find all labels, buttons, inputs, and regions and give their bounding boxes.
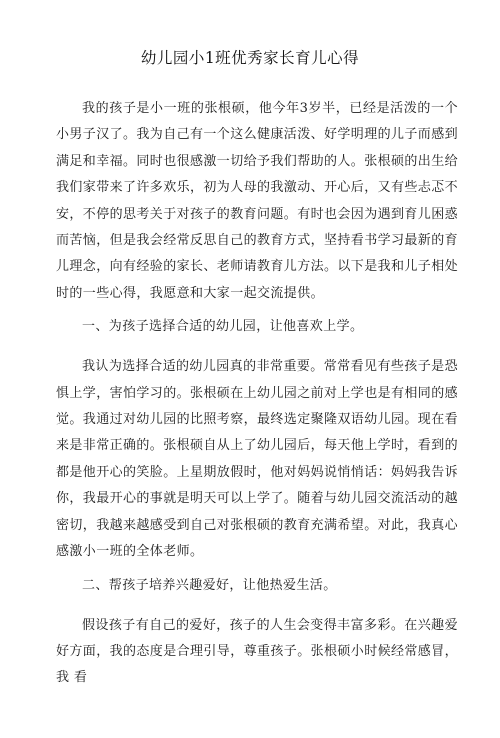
section-heading-1: 一、为孩子选择合适的幼儿园，让他喜欢上学。: [82, 319, 364, 335]
document-title: 幼儿园小1班优秀家长育儿心得: [140, 49, 360, 67]
section-heading-2: 二、帮孩子培养兴趣爱好，让他热爱生活。: [82, 577, 337, 593]
paragraph-hobbies: 假设孩子有自己的爱好，孩子的人生会变得丰富多彩。在兴趣爱好方面，我的态度是合理引导，尊重孩子。张根硕小时候经常感冒，我 看: [56, 617, 459, 686]
paragraph-kindergarten: 我认为选择合适的幼儿园真的非常重要。常常看见有些孩子是恐 惧上学，害怕学习的。张根硕在上幼儿园之前对上学也是有相同的感 觉。我通过对幼儿园的比照考察，最终选定聚隆双语幼儿园。现在看 来是非常正确的。张根硕自从上了幼儿园后，每天他上学时，看到的 都是他开心的笑脸。上星期放假时，他对妈妈说悄悄话：妈妈我告诉 你，我最开心的事就是明天可以上学了。随着与幼儿园交流活动的越 密切，我越来越感受到自己对张根硕的教育充满希望。对此，我真心 感激小一班的全体老师。: [56, 359, 459, 560]
paragraph-intro: 我的孩子是小一班的张根硕，他今年3岁半，已经是活泼的一个 小男子汉了。我为自己有一个这么健康活泼、好学明理的儿子而感到 满足和幸福。同时也很感激一切给予我们帮助的人。张根硕的出生给 我们家带来了许多欢乐，初为人母的我激动、开心后，又有些忐忑不 安，不停的思考关于对孩子的教育问题。有时也会因为遇到育儿困惑 而苦恼，但是我会经常反思自己的教育方式，坚持看书学习最新的育 儿理念，向有经验的家长、老师请教育儿方法。以下是我和儿子相处 时的一些心得，我愿意和大家一起交流提供。: [56, 101, 459, 301]
document-body: [56, 96, 458, 692]
